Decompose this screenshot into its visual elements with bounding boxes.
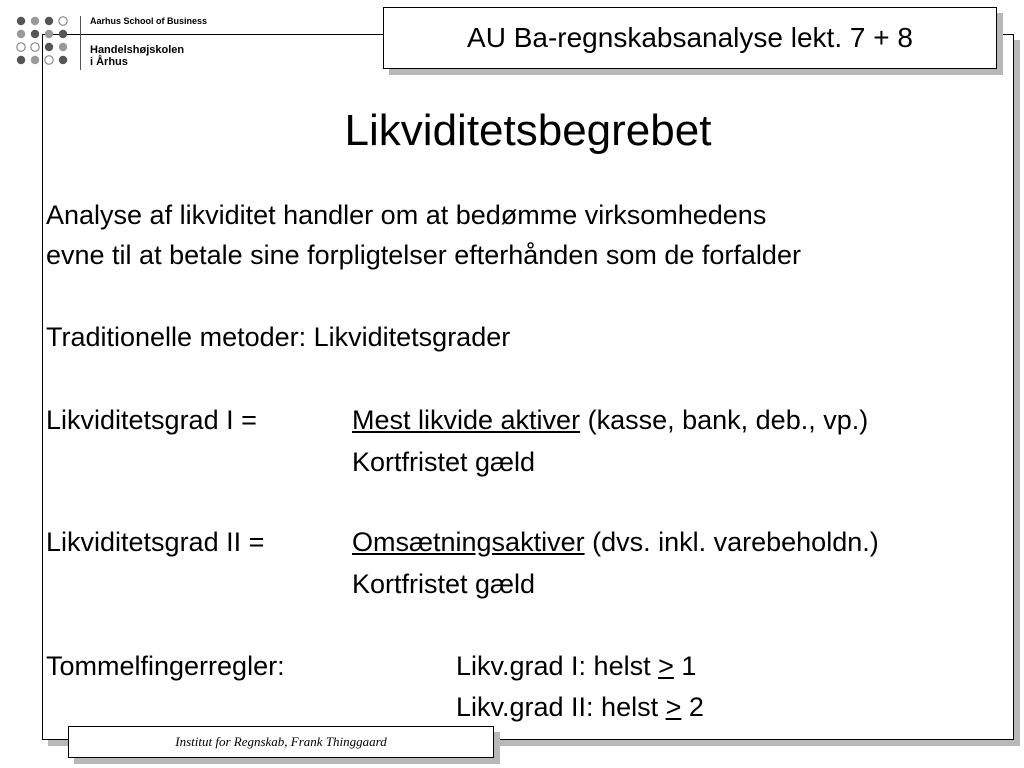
ratio2-denominator: Kortfristet gæld — [352, 569, 536, 599]
slide-title: Likviditetsbegrebet — [344, 106, 712, 155]
rules-label: Tommelfingerregler: — [46, 651, 285, 681]
dots-logo-icon — [14, 14, 72, 72]
logo-institution-name — [90, 44, 184, 68]
ratio2-numerator-term: Omsætningsaktiver — [352, 527, 585, 557]
ratio2-label: Likviditetsgrad II = — [46, 527, 265, 557]
school-logo — [14, 14, 254, 74]
rule-1 — [456, 646, 696, 686]
logo-name-line2: i Århus — [90, 56, 128, 68]
intro-line-1: Analyse af likviditet handler om at bedømme virksomhedens — [46, 200, 767, 230]
logo-divider — [80, 16, 81, 70]
course-header: AU Ba-regnskabsanalyse lekt. 7 + 8 — [383, 7, 997, 69]
rule-2 — [456, 687, 704, 727]
ratio1-label: Likviditetsgrad I = — [46, 405, 257, 435]
ratio1-numerator-note: (kasse, bank, deb., vp.) — [580, 405, 869, 435]
logo-name-line1: Handelshøjskolen — [90, 44, 185, 56]
rule1-value: 1 — [673, 651, 697, 681]
ratio1-numerator-term: Mest likvide aktiver — [352, 405, 581, 435]
ratio2-numerator — [352, 522, 879, 562]
logo-school-name: Aarhus School of Business — [90, 16, 208, 26]
ratio1-numerator — [352, 400, 868, 440]
ratio1-denominator: Kortfristet gæld — [352, 447, 536, 477]
ratio2-numerator-note: (dvs. inkl. varebeholdn.) — [584, 527, 879, 557]
rule2-prefix: Likv.grad II: helst — [456, 692, 666, 722]
rule2-operator: > — [665, 692, 682, 722]
methods-line: Traditionelle metoder: Likviditetsgrader — [46, 322, 511, 352]
rule1-operator: > — [658, 651, 674, 681]
rule1-prefix: Likv.grad I: helst — [456, 651, 659, 681]
rule2-value: 2 — [681, 692, 704, 722]
intro-line-2: evne til at betale sine forpligtelser efterhånden som de forfalder — [46, 240, 801, 270]
footer-credit: Institut for Regnskab, Frank Thinggaard — [68, 726, 494, 758]
